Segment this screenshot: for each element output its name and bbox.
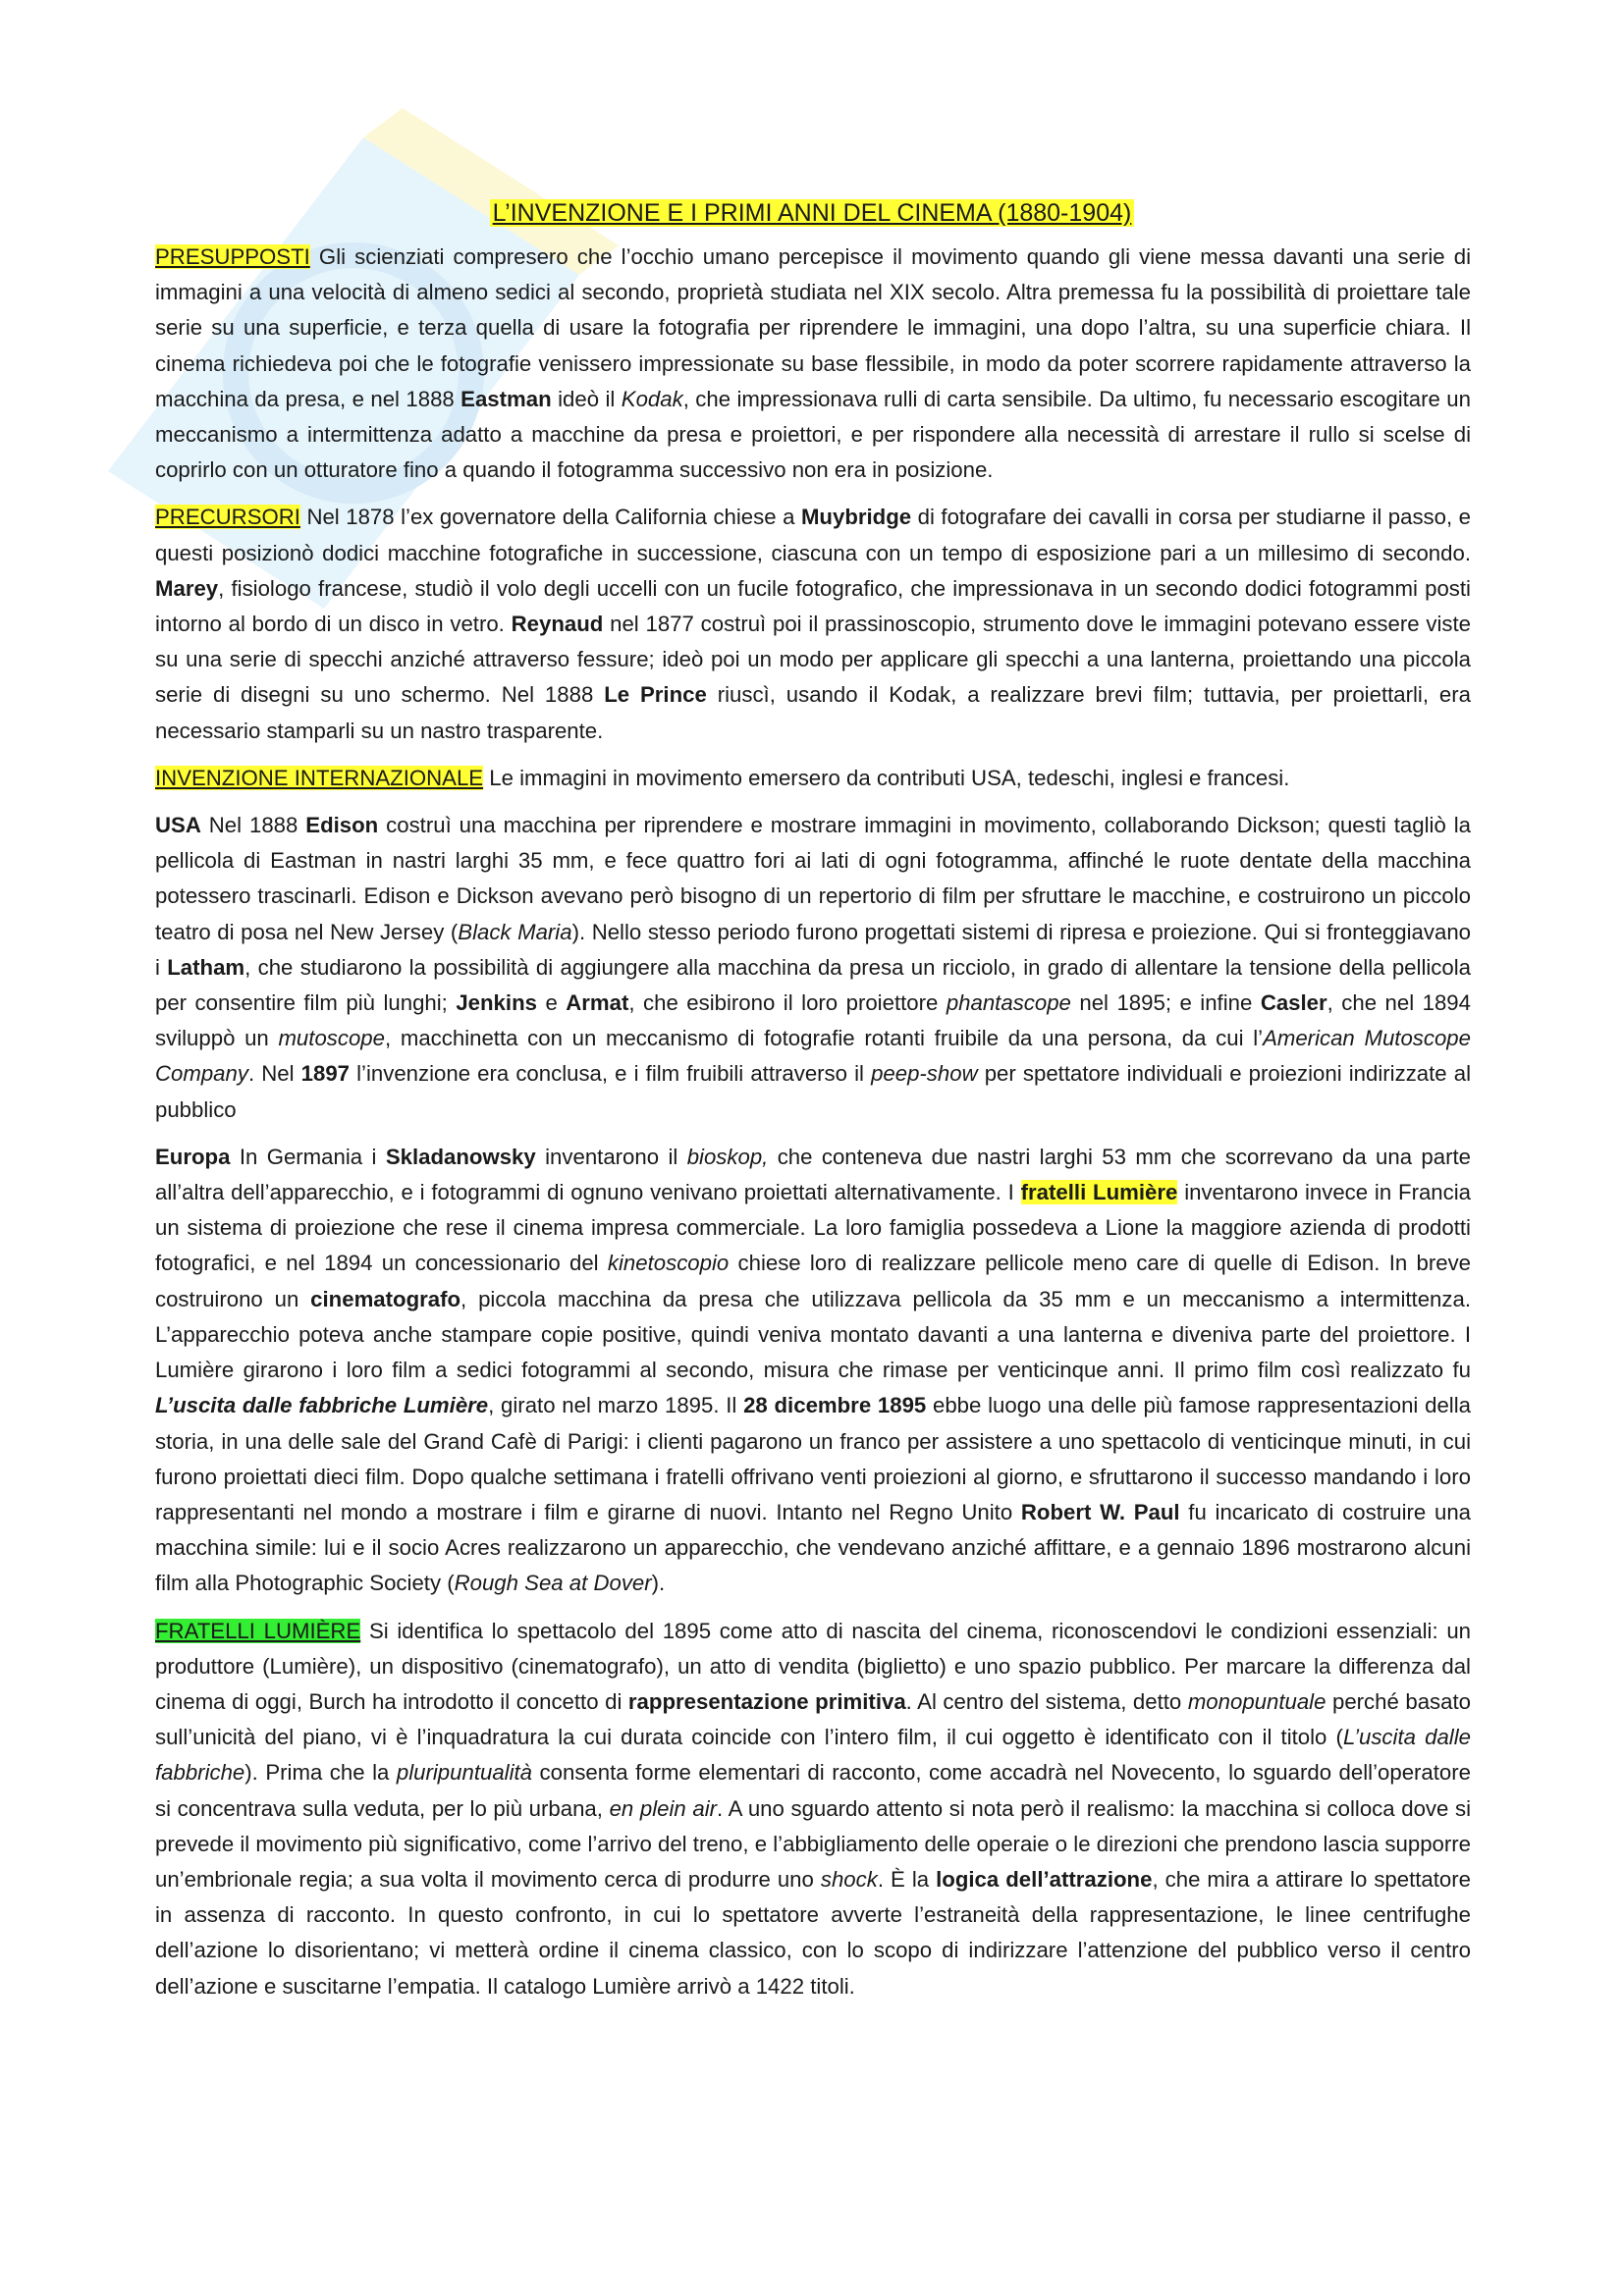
body-text: , che nel 1894 sviluppò un — [155, 990, 1471, 1051]
body-text: riuscì, usando il Kodak, a realizzare brevi film; tuttavia, per proiettarli, era necessario stamparli su un nastro trasparente. — [155, 682, 1471, 743]
emphasis-text: L’uscita dalle fabbriche Lumière — [155, 1393, 489, 1418]
emphasis-text: 28 dicembre 1895 — [743, 1393, 927, 1418]
paragraph — [155, 240, 1471, 488]
emphasis-text: monopuntuale — [1187, 1688, 1326, 1714]
emphasis-text: Kodak — [621, 386, 683, 411]
emphasis-text: en plein air — [609, 1795, 718, 1821]
emphasis-text: mutoscope — [278, 1026, 385, 1051]
emphasis-text: Eastman — [460, 386, 552, 411]
body-text: . Nel — [247, 1061, 301, 1087]
document-title-text: L’INVENZIONE E I PRIMI ANNI DEL CINEMA (1880-1904) — [490, 199, 1135, 227]
body-text: Nel 1878 l’ex governatore della California chiese a — [299, 505, 801, 530]
body-text: ebbe luogo una delle più famose rappresentazioni della storia, in una delle sale del Grand Cafè di Parigi: i clienti pagarono un franco per assistere a uno spettacolo di venticinque minuti, in cui furono proiettati dieci film. Dopo qualche settimana i fratelli offrivano venti proiezioni al giorno, e sfruttarono il successo mandando i loro rappresentanti nel mondo a mostrare i film e girarne di nuovi. Intanto nel Regno Unito — [155, 1393, 1471, 1524]
emphasis-text: Skladanowsky — [385, 1144, 536, 1169]
body-text: inventarono il — [535, 1144, 687, 1169]
body-text: chiese loro di realizzare pellicole meno care di quelle di Edison. In breve costruirono un — [155, 1251, 1471, 1311]
emphasis-text: 1897 — [300, 1061, 350, 1087]
body-text: per spettatore individuali e proiezioni indirizzate al pubblico — [155, 1061, 1472, 1122]
body-text: Nel 1888 — [200, 813, 306, 838]
document-title — [0, 196, 1624, 230]
emphasis-text: L’uscita dalle fabbriche — [155, 1725, 1471, 1786]
body-text: Le immagini in movimento emersero da contributi USA, tedeschi, inglesi e francesi. — [483, 765, 1290, 790]
body-text: . A uno sguardo attento si nota però il realismo: la macchina si colloca dove si prevede il movimento più significativo, come l’arrivo del treno, e l’abbigliamento delle operaie o le direzioni che prendono lascia supporre un’embrionale regia; a sua volta il movimento cerca di produrre uno — [155, 1795, 1472, 1892]
paragraph — [155, 1614, 1471, 2004]
body-text: di fotografare dei cavalli in corsa per studiarne il passo, e questi posizionò dodici macchine fotografiche in successione, ciascuna con un tempo di esposizione pari a un millesimo di secondo. — [155, 505, 1471, 565]
body-text: . È la — [877, 1866, 937, 1892]
body-text: che conteneva due nastri larghi 53 mm che scorrevano da una parte all’altra dell’apparecchio, e i fotogrammi di ognuno venivano proiettati alternativamente. I — [155, 1144, 1472, 1205]
body-text: , macchinetta con un meccanismo di fotografie rotanti fruibile da una persona, da cui l’ — [385, 1026, 1264, 1051]
body-text: , che studiarono la possibilità di aggiungere alla macchina da presa un ricciolo, in grado di allentare la tensione della pellicola per consentire film più lunghi; — [155, 954, 1471, 1016]
body-text: Gli scienziati compresero che l’occhio umano percepisce il movimento quando gli viene messa davanti una serie di immagini a una velocità di almeno sedici al secondo, proprietà studiata nel XIX secolo. Altra premessa fu la possibilità di proiettare tale serie su una superficie, e terza quella di usare la fotografia per riprendere le immagini, una dopo l’altra, su una superficie chiara. Il cinema richiedeva poi che le fotografie venissero impressionate su base flessibile, in modo da poter scorrere rapidamente attraverso la macchina da presa, e nel 1888 — [155, 244, 1471, 411]
emphasis-text: bioskop, — [686, 1144, 769, 1169]
emphasis-text: kinetoscopio — [607, 1251, 730, 1276]
emphasis-text: USA — [155, 813, 201, 838]
body-text: , girato nel marzo 1895. Il — [488, 1393, 744, 1418]
emphasis-text: rappresentazione primitiva — [627, 1688, 906, 1714]
body-text: In Germania i — [230, 1144, 386, 1169]
body-text: , piccola macchina da presa che utilizzava pellicola da 35 mm e un meccanismo a intermittenza. L’apparecchio poteva anche stampare copie positive, quindi veniva montato davanti a una lanterna e diveniva parte del proiettore. I Lumière girarono i loro film a sedici fotogrammi al secondo, misura che rimase per venticinque anni. Il primo film così realizzato fu — [155, 1286, 1471, 1383]
body-text: fu incaricato di costruire una macchina simile: lui e il socio Acres realizzarono un apparecchio, che vendevano anziché affittare, e a gennaio 1896 mostrarono alcuni film alla Photographic Society ( — [155, 1499, 1471, 1596]
emphasis-text: Robert W. Paul — [1020, 1499, 1180, 1524]
body-text: inventarono invece in Francia un sistema di proiezione che rese il cinema impresa commerciale. La loro famiglia possedeva a Lione la maggiore azienda di prodotti fotografici, e nel 1894 un concessionario del — [155, 1180, 1471, 1276]
emphasis-text: Marey — [155, 575, 219, 601]
emphasis-text: Black Maria — [458, 919, 572, 944]
emphasis-text: Muybridge — [800, 505, 912, 530]
body-text: ideò il — [551, 386, 622, 411]
body-text: , che mira a attirare lo spettatore in assenza di racconto. In questo confronto, in cui lo spettatore avverte l’estraneità della rappresentazione, le linee centrifughe dell’azione lo disorientano; vi metterà ordine il cinema classico, con lo scopo di indirizzare l’attenzione del pubblico verso il centro dell’azione e suscitarne l’empatia. Il catalogo Lumière arrivò a 1422 titoli. — [155, 1866, 1471, 1999]
emphasis-text: Armat — [566, 990, 629, 1016]
body-text: costruì una macchina per riprendere e mostrare immagini in movimento, collaborando Dickson; questi tagliò la pellicola di Eastman in nastri larghi 35 mm, e fece quattro fori ai lati di ogni fotogramma, affinché le ruote dentate della macchina potessero trascinarli. Edison e Dickson avevano però bisogno di un repertorio di film per sfruttare le macchine, e costruirono un piccolo teatro di posa nel New Jersey ( — [155, 813, 1471, 944]
emphasis-text: Casler — [1260, 990, 1327, 1016]
emphasis-text: Jenkins — [456, 990, 537, 1016]
paragraph — [155, 1140, 1471, 1602]
emphasis-text: Rough Sea at Dover — [454, 1571, 652, 1596]
body-text: . Al centro del sistema, detto — [905, 1688, 1188, 1714]
emphasis-text: logica dell’attrazione — [936, 1866, 1153, 1892]
body-text: , fisiologo francese, studiò il volo degli uccelli con un fucile fotografico, che impressionava in un secondo dodici fotogrammi posti intorno al bordo di un disco in vetro. — [155, 575, 1471, 637]
emphasis-text: PRECURSORI — [155, 505, 300, 530]
body-text: consenta forme elementari di racconto, come accadrà nel Novecento, lo sguardo dell’operatore si concentrava sulla veduta, per lo più urbana, — [155, 1760, 1471, 1821]
body-text: nel 1877 costruì poi il prassinoscopio, strumento dove le immagini potevano essere viste su una serie di specchi anziché attraverso fessure; ideò poi un modo per applicare gli specchi a una lanterna, proiettando una piccola serie di disegni su uno schermo. Nel 1888 — [155, 612, 1471, 708]
emphasis-text: PRESUPPOSTI — [155, 244, 310, 269]
body-text: , che esibirono il loro proiettore — [628, 990, 947, 1016]
body-text: ). Prima che la — [244, 1760, 397, 1786]
body-text: ). Nello stesso periodo furono progettati sistemi di ripresa e proiezione. Qui si fronteggiavano i — [155, 919, 1471, 980]
emphasis-text: shock — [820, 1866, 878, 1892]
paragraph — [155, 808, 1471, 1128]
emphasis-text: INVENZIONE INTERNAZIONALE — [155, 765, 484, 790]
emphasis-text: pluripuntualità — [396, 1760, 533, 1786]
emphasis-text: Reynaud — [511, 612, 604, 637]
emphasis-text: Le Prince — [604, 682, 707, 708]
emphasis-text: American Mutoscope Company — [155, 1026, 1471, 1087]
body-text: Si identifica lo spettacolo del 1895 come atto di nascita del cinema, riconoscendovi le condizioni essenziali: un produttore (Lumière), un dispositivo (cinematografo), un atto di vendita (biglietto) e uno spazio pubblico. Per marcare la differenza dal cinema di oggi, Burch ha introdotto il concetto di — [155, 1618, 1471, 1714]
emphasis-text: FRATELLI LUMIÈRE — [155, 1618, 361, 1643]
emphasis-text: fratelli Lumière — [1020, 1180, 1178, 1205]
emphasis-text: Latham — [167, 954, 245, 980]
emphasis-text: phantascope — [946, 990, 1071, 1016]
document-body — [155, 240, 1471, 2016]
paragraph — [155, 761, 1471, 796]
emphasis-text: peep-show — [871, 1061, 978, 1087]
body-text: ). — [651, 1571, 666, 1596]
emphasis-text: cinematografo — [310, 1286, 461, 1311]
body-text: nel 1895; e infine — [1070, 990, 1261, 1016]
body-text: l’invenzione era conclusa, e i film fruibili attraverso il — [350, 1061, 872, 1087]
paragraph — [155, 500, 1471, 748]
body-text: , che impressionava rulli di carta sensibile. Da ultimo, fu necessario escogitare un meccanismo a intermittenza adatto a macchine da presa e proiettori, e per rispondere alla necessità di arrestare il rullo si scelse di coprirlo con un otturatore fino a quando il fotogramma successivo non era in posizione. — [155, 386, 1471, 483]
body-text: e — [536, 990, 567, 1016]
emphasis-text: Edison — [305, 813, 379, 838]
body-text: perché basato sull’unicità del piano, vi è l’inquadratura la cui durata coincide con l’intero film, il cui oggetto è identificato con il titolo ( — [155, 1688, 1471, 1750]
emphasis-text: Europa — [155, 1144, 231, 1169]
